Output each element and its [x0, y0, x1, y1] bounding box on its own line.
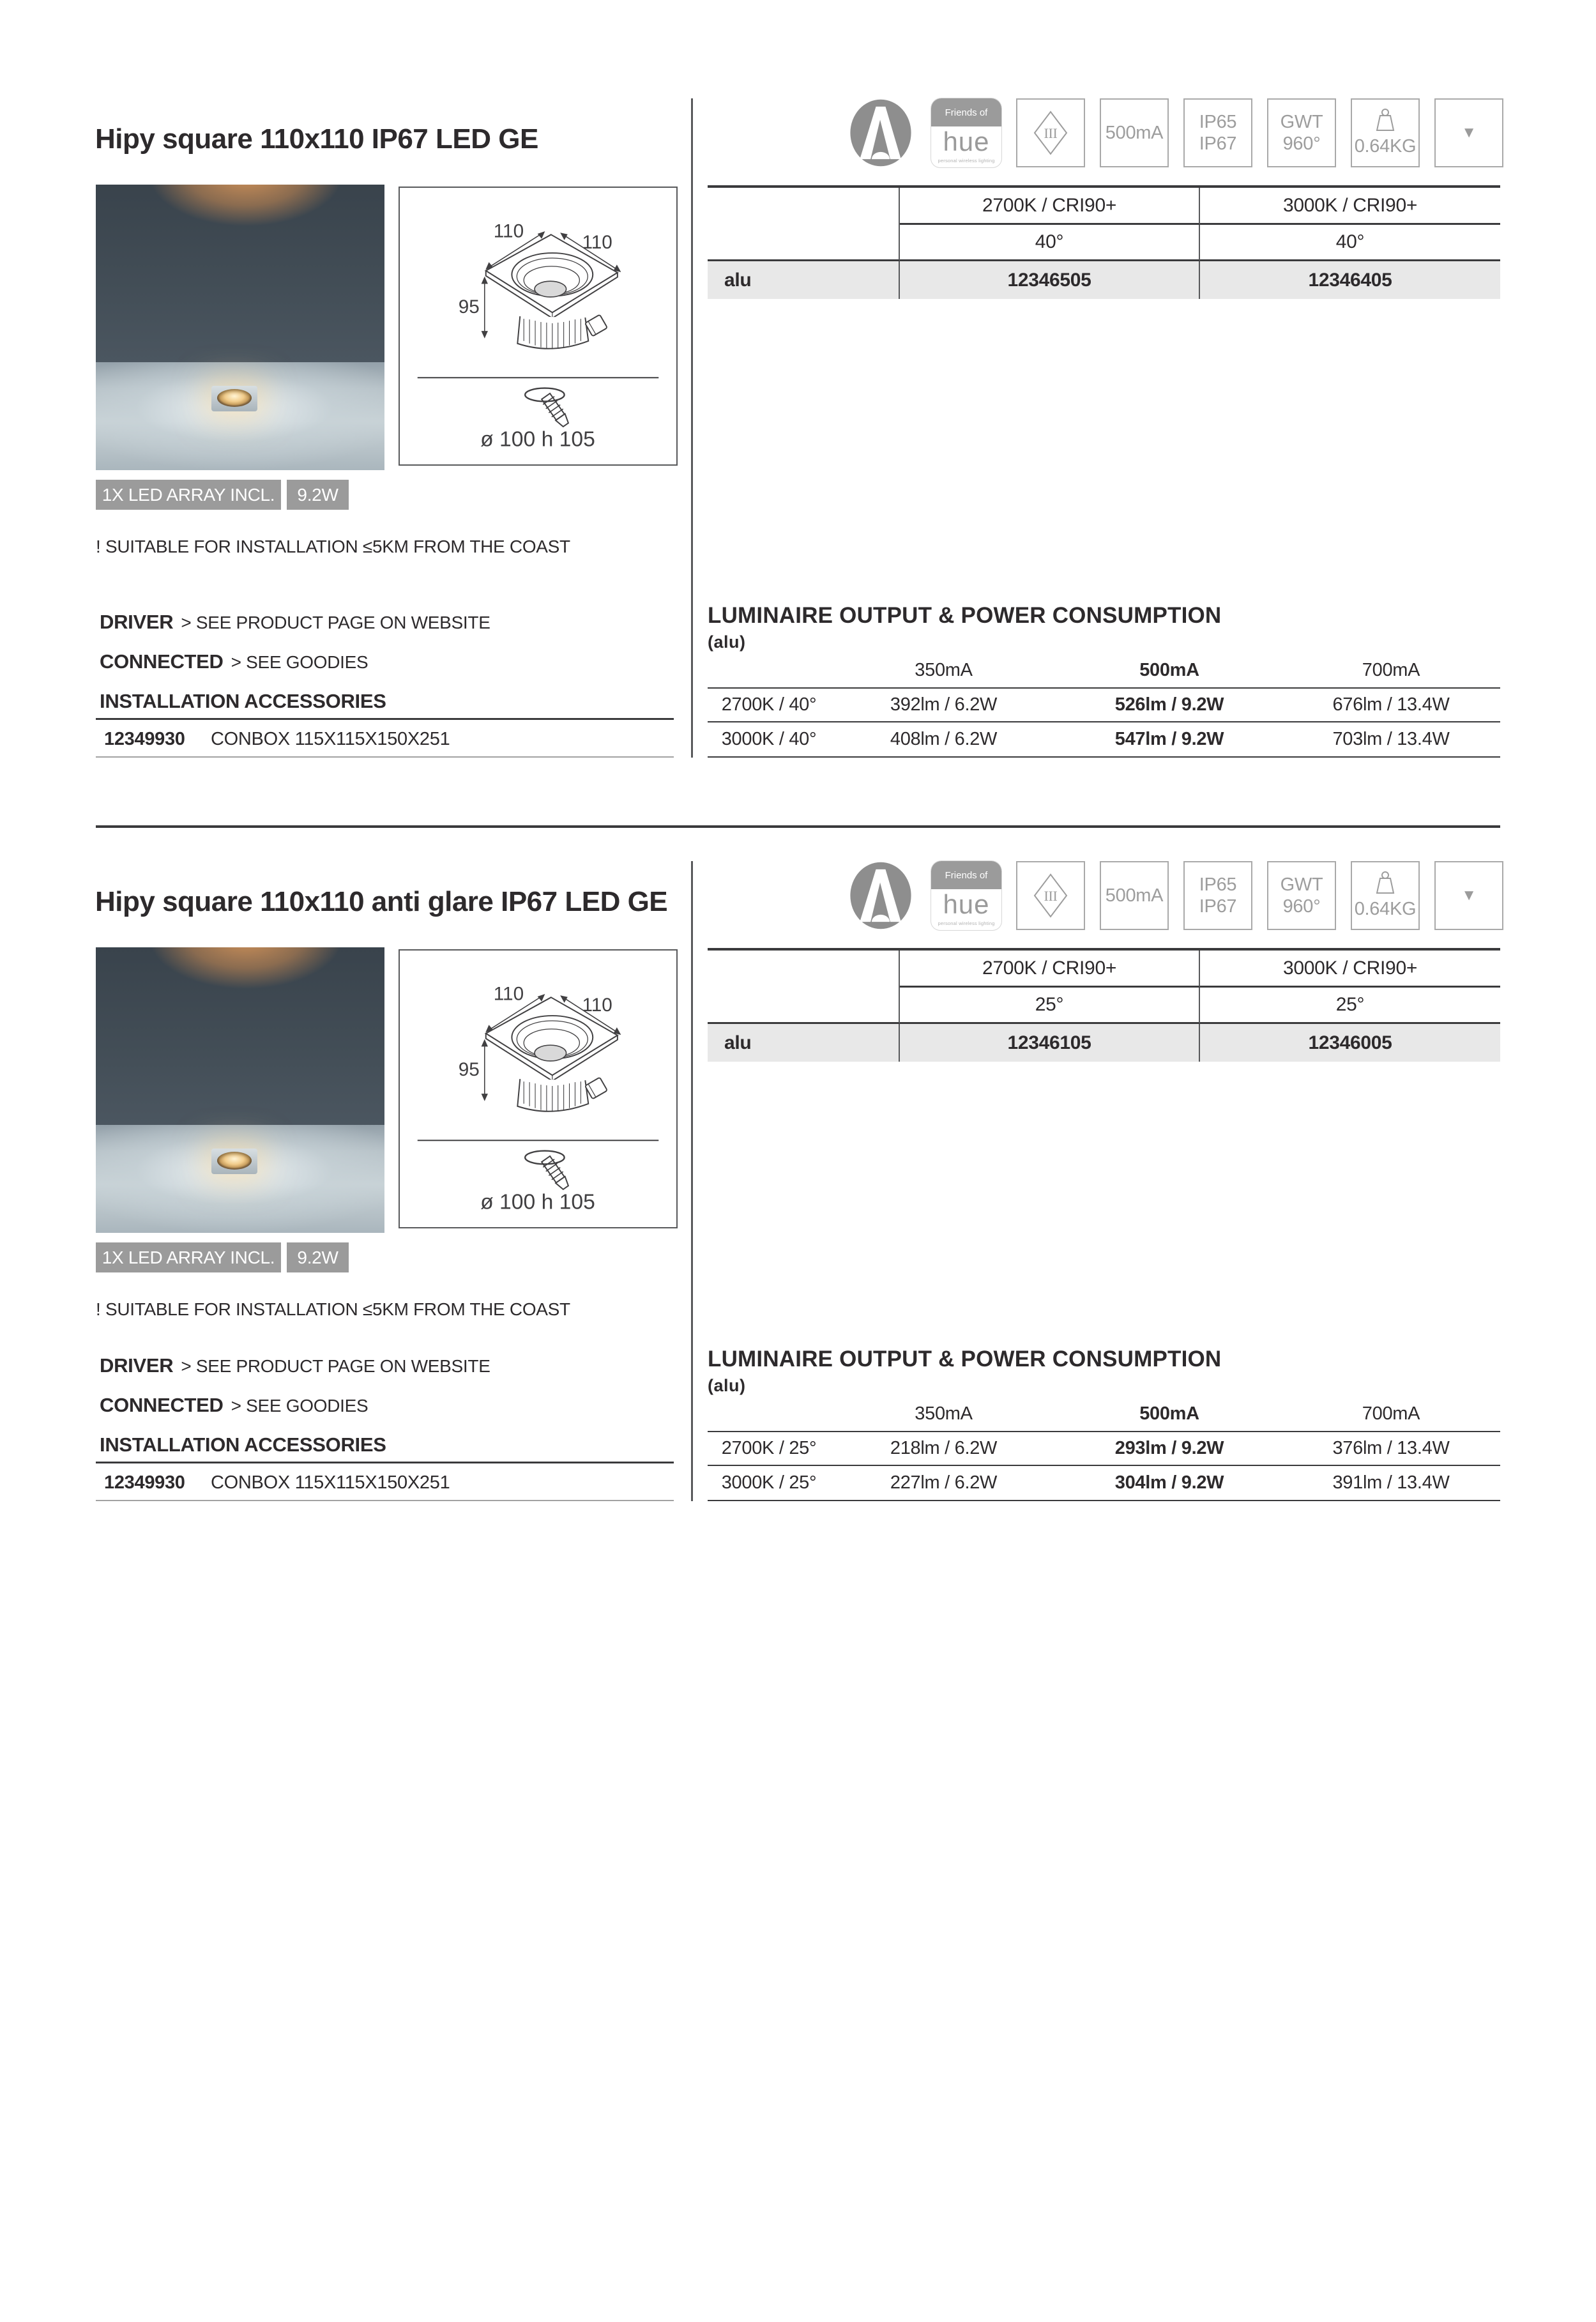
output-row-label: 3000K / 25° [708, 1466, 830, 1501]
driver-label: DRIVER [100, 1354, 174, 1377]
wattage-badge: 9.2W [287, 480, 349, 510]
accessories-title: INSTALLATION ACCESSORIES [100, 690, 386, 712]
product-section-anti-glare [0, 763, 1596, 1529]
beam-angle-cell: 25° [900, 988, 1200, 1024]
output-row-label: 2700K / 25° [708, 1431, 830, 1466]
article-number-cell: 12346405 [1200, 261, 1500, 299]
variant-col-header: 3000K / CRI90+ [1200, 188, 1500, 225]
driver-value: > SEE PRODUCT PAGE ON WEBSITE [181, 613, 490, 632]
variant-col-header: 3000K / CRI90+ [1200, 951, 1500, 988]
output-value-cell: 391lm / 13.4W [1282, 1466, 1500, 1501]
output-col-header: 700mA [1362, 1403, 1420, 1424]
weight-value: 0.64KG [1354, 898, 1417, 919]
connected-line [100, 1394, 368, 1417]
chevron-down-icon: ▼ [1461, 886, 1477, 904]
svg-text:ø 100 h 105: ø 100 h 105 [480, 427, 595, 452]
weight-value: 0.64KG [1354, 135, 1417, 157]
driver-label: DRIVER [100, 611, 174, 633]
finish-label: alu [708, 1024, 900, 1062]
accessories-title: INSTALLATION ACCESSORIES [100, 1433, 386, 1456]
variant-col-header: 2700K / CRI90+ [900, 188, 1200, 225]
output-table-subtitle: (alu) [708, 1376, 746, 1395]
svg-text:95: 95 [458, 296, 480, 318]
output-value-cell: 293lm / 9.2W [1057, 1431, 1282, 1466]
lower-block [0, 0, 1596, 767]
output-table-title: LUMINAIRE OUTPUT & POWER CONSUMPTION [708, 603, 1222, 628]
lower-block [0, 744, 1596, 1510]
output-value-cell: 392lm / 6.2W [830, 687, 1057, 722]
rule [96, 1500, 674, 1501]
finish-label: alu [708, 261, 900, 299]
output-value-cell: 376lm / 13.4W [1282, 1431, 1500, 1466]
svg-text:III: III [1044, 125, 1058, 141]
svg-text:110: 110 [493, 220, 524, 242]
article-number-cell: 12346005 [1200, 1024, 1500, 1062]
variant-col-header: 2700K / CRI90+ [900, 951, 1200, 988]
svg-text:110: 110 [582, 995, 612, 1016]
output-value-cell: 227lm / 6.2W [830, 1466, 1057, 1501]
output-table [708, 1396, 1500, 1501]
ip-rating-1: IP65 [1199, 111, 1237, 132]
rule [96, 1462, 674, 1463]
output-table [708, 653, 1500, 758]
output-empty-cell [708, 653, 830, 687]
accessory-name: CONBOX 115X115X150X251 [211, 1472, 450, 1493]
output-table-title: LUMINAIRE OUTPUT & POWER CONSUMPTION [708, 1347, 1222, 1371]
article-number-cell: 12346105 [900, 1024, 1200, 1062]
output-value-cell: 304lm / 9.2W [1057, 1466, 1282, 1501]
accessories-title-line [100, 1433, 386, 1456]
accessory-code: 12349930 [104, 729, 185, 749]
output-col-header: 500mA [1139, 659, 1199, 680]
driver-line [100, 611, 490, 634]
product-subtitle: square 110x110 IP67 LED GE [155, 123, 538, 155]
output-value-cell: 703lm / 13.4W [1282, 722, 1500, 758]
product-section-ip67 [0, 0, 1596, 767]
gwt-value: 960° [1282, 134, 1321, 154]
output-col-header: 350mA [915, 1403, 973, 1424]
coastal-warning: ! SUITABLE FOR INSTALLATION ≤5KM FROM THE COAST [96, 537, 570, 556]
connected-line [100, 650, 368, 673]
driver-value: > SEE PRODUCT PAGE ON WEBSITE [181, 1356, 490, 1376]
accessory-code: 12349930 [104, 1472, 185, 1493]
output-col-header: 500mA [1139, 1403, 1199, 1424]
ip-rating-1: IP65 [1199, 874, 1237, 895]
connected-value: > SEE GOODIES [231, 652, 369, 672]
gwt-label: GWT [1280, 111, 1323, 132]
connected-value: > SEE GOODIES [231, 1396, 369, 1416]
friends-of-label: Friends of [931, 861, 1001, 889]
hue-tagline: personal wireless lighting [938, 158, 995, 164]
svg-text:110: 110 [582, 232, 612, 254]
output-empty-cell [708, 1396, 830, 1431]
output-col-header: 700mA [1362, 659, 1420, 680]
article-number-cell: 12346505 [900, 261, 1200, 299]
wattage-badge: 9.2W [287, 1242, 349, 1272]
output-col-header: 350mA [915, 659, 973, 680]
svg-text:110: 110 [493, 983, 524, 1005]
rule [96, 718, 674, 720]
hue-logo-text: hue [943, 126, 990, 157]
accessories-title-line [100, 690, 386, 713]
output-value-cell: 218lm / 6.2W [830, 1431, 1057, 1466]
gwt-value: 960° [1282, 896, 1321, 917]
drive-current-value: 500mA [1105, 122, 1164, 143]
output-value-cell: 547lm / 9.2W [1057, 722, 1282, 758]
output-value-cell: 408lm / 6.2W [830, 722, 1057, 758]
svg-text:95: 95 [458, 1059, 480, 1081]
ip-rating-2: IP67 [1199, 134, 1237, 154]
hue-logo-text: hue [943, 889, 990, 919]
connected-label: CONNECTED [100, 1394, 224, 1416]
beam-angle-cell: 25° [1200, 988, 1500, 1024]
beam-angle-cell: 40° [900, 225, 1200, 261]
ip-rating-2: IP67 [1199, 896, 1237, 917]
coastal-warning: ! SUITABLE FOR INSTALLATION ≤5KM FROM THE COAST [96, 1299, 570, 1319]
svg-text:III: III [1044, 888, 1058, 904]
product-name: Hipy [95, 886, 155, 917]
hue-tagline: personal wireless lighting [938, 920, 995, 926]
output-value-cell: 526lm / 9.2W [1057, 687, 1282, 722]
gwt-label: GWT [1280, 874, 1323, 895]
friends-of-label: Friends of [931, 98, 1001, 126]
connected-label: CONNECTED [100, 650, 224, 673]
driver-line [100, 1354, 490, 1377]
accessory-name: CONBOX 115X115X150X251 [211, 729, 450, 749]
output-value-cell: 676lm / 13.4W [1282, 687, 1500, 722]
led-array-badge: 1X LED ARRAY INCL. [96, 480, 281, 510]
output-table-subtitle: (alu) [708, 632, 746, 652]
output-row-label: 3000K / 40° [708, 722, 830, 758]
beam-angle-cell: 40° [1200, 225, 1500, 261]
accessory-row [104, 1472, 450, 1493]
product-name: Hipy [95, 123, 155, 155]
product-subtitle: square 110x110 anti glare IP67 LED GE [155, 886, 668, 917]
drive-current-value: 500mA [1105, 885, 1164, 906]
svg-text:ø 100 h 105: ø 100 h 105 [480, 1190, 595, 1214]
chevron-down-icon: ▼ [1461, 123, 1477, 141]
led-array-badge: 1X LED ARRAY INCL. [96, 1242, 281, 1272]
output-row-label: 2700K / 40° [708, 687, 830, 722]
